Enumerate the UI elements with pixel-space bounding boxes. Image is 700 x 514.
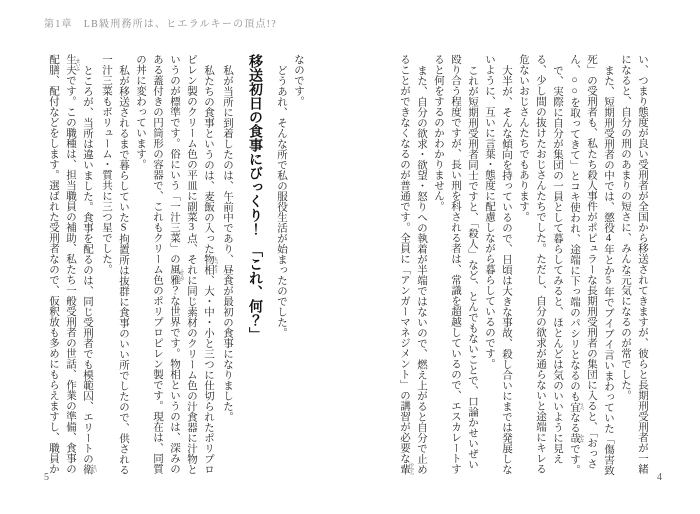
ruby-annotated-word: 生夫 せいふ [65, 54, 81, 75]
section-heading: 移送初日の食事にびっくり！ 「これ、何？」 [248, 54, 264, 341]
paragraph: また、短期刑受刑者の中では、懲役4年とか5年でブイブイ言いまわっていた「傷害致死」の受刑者も、私たち殺人事件がポピュラーな長期刑受刑者の集団に入ると、「おっさん、○○を取ってきて」とコキ使われ、途端に下っ端のパシリとなるのも宜 うべなる哉 かなです。 [569, 54, 614, 476]
paragraph: 大半が、そんな傾向を持っているので、日頃は大きな事故、殺し合いにまでは発展しないように、互いに言葉・態度に配慮しながら暮らしているのです。 [484, 54, 512, 475]
ruby-annotated-word: 哉 かな [569, 433, 585, 444]
paragraph: い、つまり態度が良い受刑者が全国から移送されてきますが、彼らと長期刑受刑者が一緒になると、自分の刑のあまりの短さに、みんな元気になるのが常でした。 [620, 54, 648, 474]
ruby-annotated-word: 衛 えい [82, 464, 98, 475]
left-page-text [45, 54, 307, 479]
page-number-right: 4 [657, 472, 662, 483]
paragraph: また、自分の欲求・欲望・怒りへの執着が半端ではないので、燃え上がると自分で止めることができなくなるのが普通です。全員に「アンガーマネジメント」の講習が必要な輩 やから [399, 54, 427, 475]
ruby-annotated-word: 宜 うべ [569, 401, 585, 412]
ruby-annotated-word: 風雅 ふうが [169, 264, 185, 285]
paragraph: なのです。 [293, 54, 304, 107]
paragraph: で、実際に自分が集団の一員として暮らしてみると、ほとんどは気のいいように見える、少し間の抜けたおじさんたちでした。ただし、自分の欲求が通らないと途端にキレる危ないおじさんたちでもあります。 [518, 54, 563, 474]
ruby-annotated-word: 物相 もっそう [203, 254, 219, 276]
chapter-header: 第1章 LB級刑務所は、ヒエラルキーの頂点!? [44, 19, 277, 30]
paragraph: 私が当所に到着したのは、午前中であり、昼食が最初の食事になりました。 [222, 65, 233, 423]
paragraph: これが短期刑受刑者同士ですと、「殺人」など、とんでもないことで、口論かせいぜい殴り合う程度ですが、長い刑を科される者は、常識を超越しているので、エスカレートすると何をするのかわかりません。 [433, 54, 478, 474]
paragraph: どうあれ、そんな所で私の服役生活が始まったのでした。 [276, 65, 287, 339]
paragraph: 私が移送されるまで暮らしていたS拘置所は抜群に食事のいい所でしたので、供される一汁三菜もボリューム・質共に三つ星でした。 [101, 54, 129, 476]
paragraph: ところが、当所は違いました。食事を配るのは、同じ受刑者でも模範囚、エリートの衛 えい生夫 せいふです。この職種は、担当職員の補助、私たち一般受刑者の世話、作業の準備、食事の配膳、配付などをします。選ばれた受刑者なので、仮釈放も多めにもらえますし、職員か [48, 54, 98, 475]
ruby-annotated-word: 輩 やから [399, 462, 415, 475]
paragraph: 私たちの食事というのは、麦飯の入った物相 もっそう、大・中・小と三つに仕切られたポリプロピレン製のクリーム色の平皿に副菜3点、それに同じ素材のクリーム色の汁食器に汁物というのが標準です。俗にいう「一汁三菜」の風雅 ふうが？な世界です。物相というのは、深みのある蓋付きの円筒形の容器で、これもクリーム色のポリプロピレン製です。現在は、同質の丼に変わっています。 [135, 54, 219, 475]
page-number-left: 5 [44, 472, 49, 483]
right-page-text [396, 54, 651, 479]
